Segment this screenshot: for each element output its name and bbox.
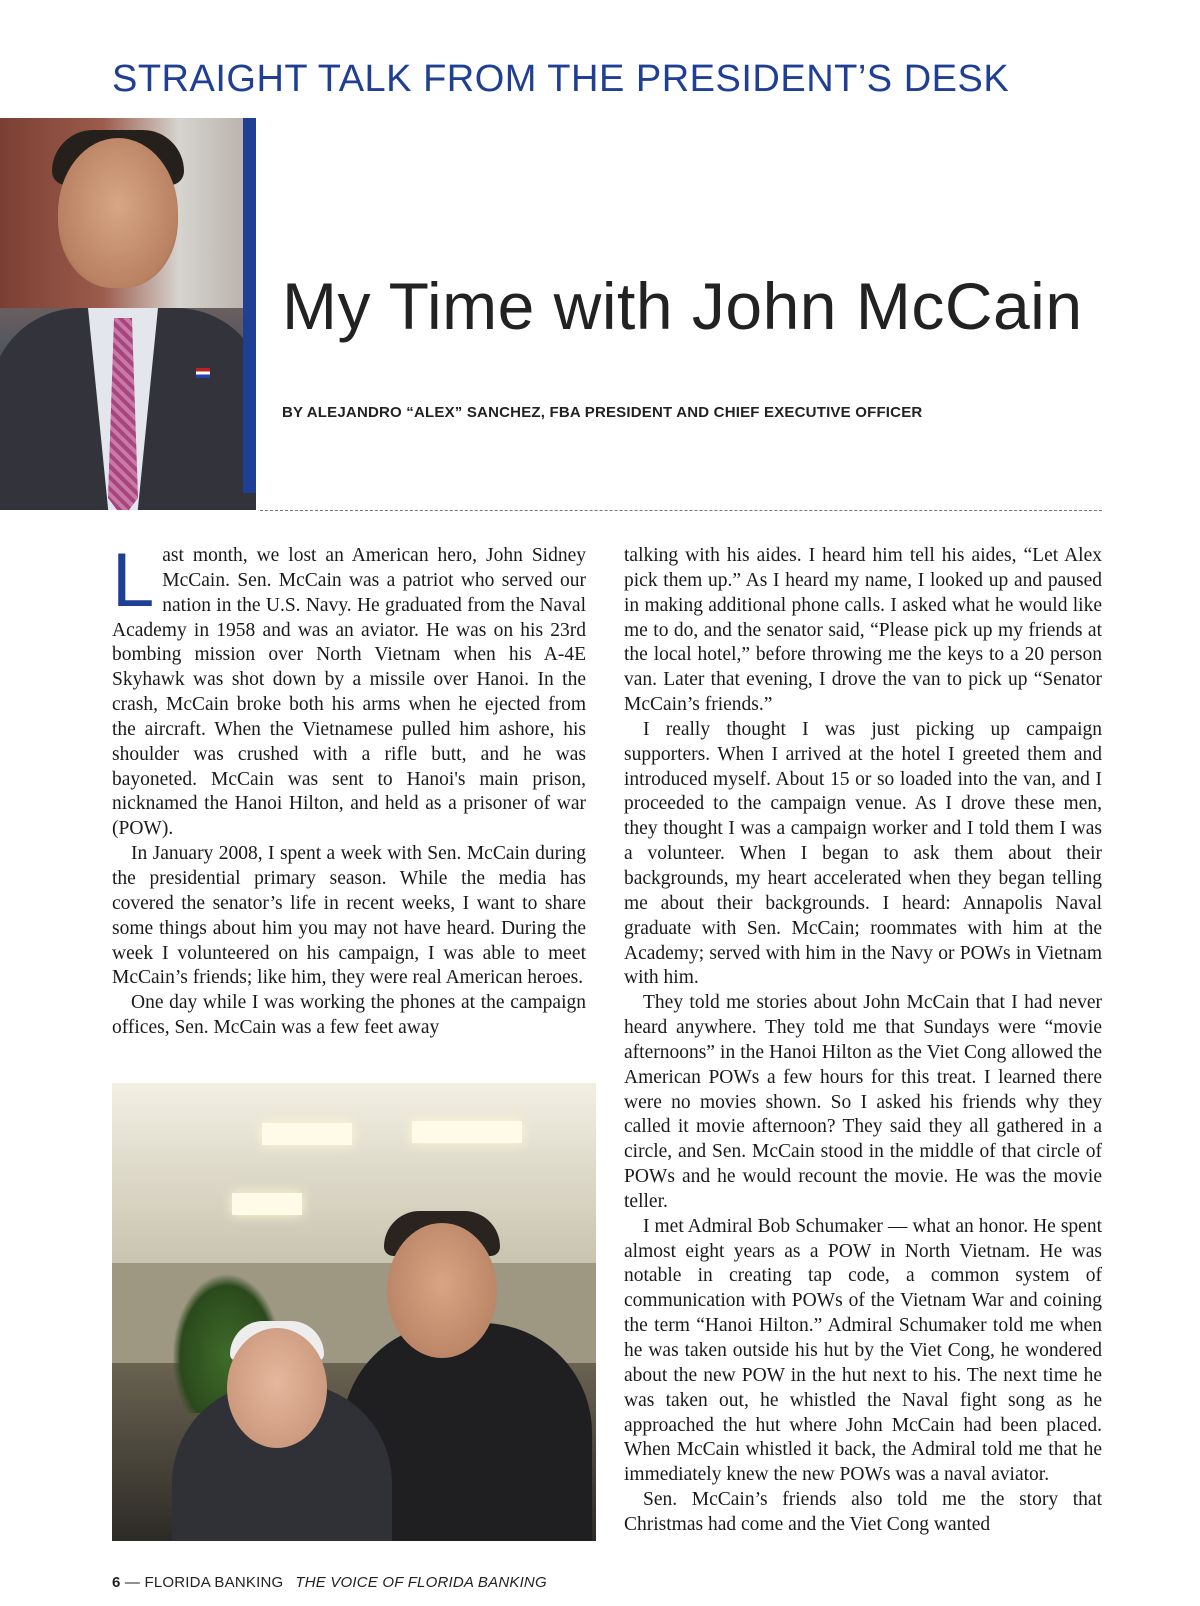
section-header: STRAIGHT TALK FROM THE PRESIDENT’S DESK xyxy=(112,58,1010,100)
article-column-left xyxy=(112,538,586,1041)
article-paragraph: I met Admiral Bob Schumaker — what an honor. He spent almost eight years as a POW in North Vietnam. He was notable in creating tap code, a common system of communication with POWs of the Vietnam War and coining the term “Hanoi Hilton.” Admiral Schumaker told me when he was taken outside his hut by the Viet Cong, he wondered about the new POW in the hut next to his. The next time he was taken out, he whistled the Naval fight song as he approached the hut where John McCain had been placed. When McCain whistled it back, the Admiral told me that he immediately knew the new POWs was a naval aviator. xyxy=(624,1215,1102,1486)
page-footer xyxy=(112,1574,547,1591)
dashed-divider xyxy=(260,510,1102,511)
article-photo xyxy=(112,1083,596,1541)
article-paragraph: Last month, we lost an American hero, John Sidney McCain. Sen. McCain was a patriot who served our nation in the U.S. Navy. He graduated from the Naval Academy in 1958 and was an aviator. He was on his 23rd bombing mission over North Vietnam when his A-4E Skyhawk was shot down by a missile over Hanoi. In the crash, McCain broke both his arms when he ejected from the aircraft. When the Vietnamese pulled him ashore, his shoulder was crushed with a rifle butt, and he was bayoneted. McCain was sent to Hanoi's main prison, nicknamed the Hanoi Hilton, and held as a prisoner of war (POW). xyxy=(112,538,586,840)
author-portrait xyxy=(0,118,256,510)
article-column-right xyxy=(624,544,1102,1538)
publication-tagline: THE VOICE OF FLORIDA BANKING xyxy=(295,1574,547,1591)
article-paragraph: One day while I was working the phones at the campaign offices, Sen. McCain was a few feet away xyxy=(112,992,586,1039)
publication-name: FLORIDA BANKING xyxy=(144,1574,284,1591)
drop-cap: L xyxy=(112,538,155,623)
article-byline: BY ALEJANDRO “ALEX” SANCHEZ, FBA PRESIDENT AND CHIEF EXECUTIVE OFFICER xyxy=(282,404,923,421)
article-paragraph: In January 2008, I spent a week with Sen. McCain during the presidential primary season. While the media has covered the senator’s life in recent weeks, I want to share some things about him you may not have heard. During the week I volunteered on his campaign, I was able to meet McCain’s friends; like him, they were real American heroes. xyxy=(112,843,586,989)
accent-bar xyxy=(243,118,256,493)
article-paragraph: Sen. McCain’s friends also told me the story that Christmas had come and the Viet Cong wanted xyxy=(624,1489,1102,1535)
article-paragraph: talking with his aides. I heard him tell his aides, “Let Alex pick them up.” As I heard my name, I looked up and paused in making additional phone calls. I asked what he would like me to do, and the senator said, “Please pick up my friends at the local hotel,” before throwing me the keys to a 20 person van. Later that evening, I drove the van to pick up “Senator McCain’s friends.” xyxy=(624,545,1102,716)
page-number: 6 xyxy=(112,1574,121,1591)
article-paragraph: I really thought I was just picking up campaign supporters. When I arrived at the hotel I greeted them and introduced myself. About 15 or so loaded into the van, and I proceeded to the campaign venue. As I drove these men, they thought I was a campaign worker and I told them I was a volunteer. When I began to ask them about their backgrounds, my heart accelerated when they began telling me about their backgrounds. I heard: Annapolis Naval graduate with Sen. McCain; roommates with him at the Academy; served with him in the Navy or POWs in Vietnam with him. xyxy=(624,718,1102,989)
article-paragraph: They told me stories about John McCain that I had never heard anywhere. They told me that Sundays were “movie afternoons” in the Hanoi Hilton as the Viet Cong allowed the American POWs a few hours for this treat. I learned there were no movies shown. So I asked his friends why they called it movie afternoon? They said they all gathered in a circle, and Sen. McCain stood in the middle of that circle of POWs and he would recount the movie. He was the movie teller. xyxy=(624,992,1102,1212)
article-title: My Time with John McCain xyxy=(282,269,1083,344)
footer-separator: — xyxy=(120,1574,145,1591)
